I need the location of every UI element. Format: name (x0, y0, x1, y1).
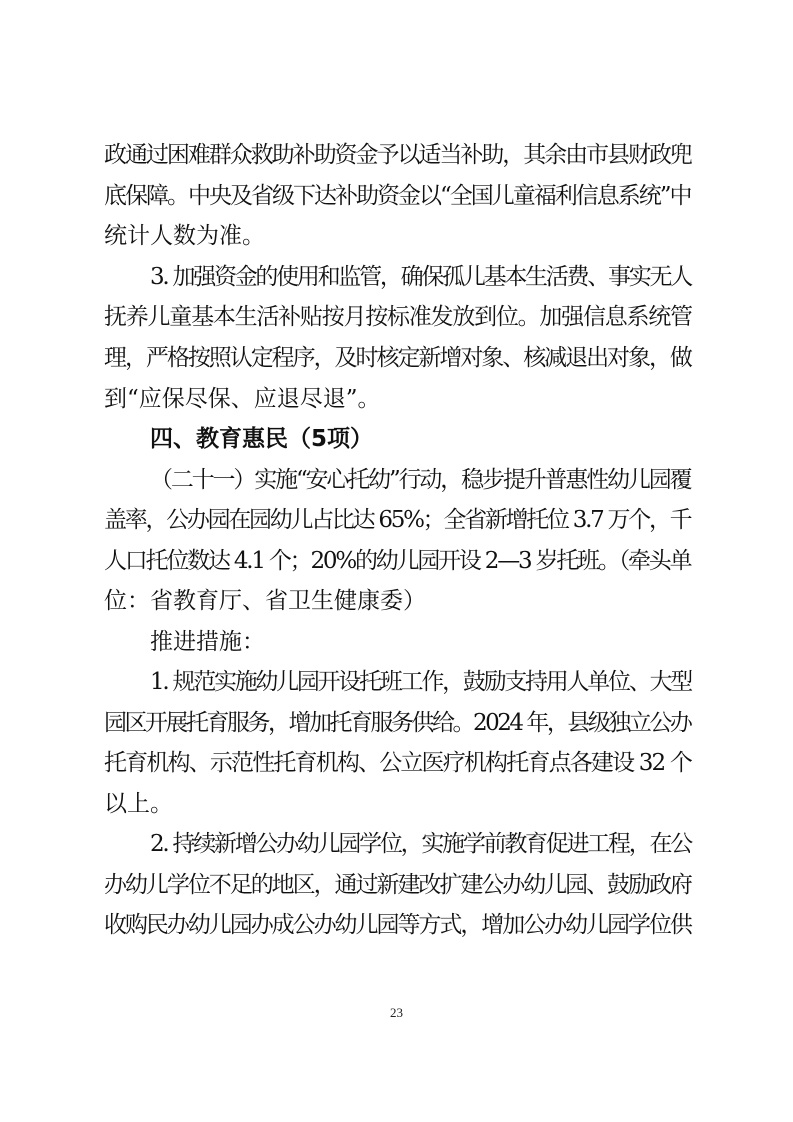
text-line-18: 2. 持续新增公办幼儿园学位，实施学前教育促进工程，在公 (150, 831, 691, 857)
section-heading: 四、教育惠民（5项） (150, 426, 374, 452)
text-line-14: 1. 规范实施幼儿园开设托班工作，鼓励支持用人单位、大型 (150, 669, 691, 695)
text-line-11: 人口托位数达 4.1 个；20%的幼儿园开设 2—3 岁托班。（牵头单 (104, 548, 691, 574)
text-line-5: 抚养儿童基本生活补贴按月按标准发放到位。加强信息系统管 (104, 304, 692, 330)
text-line-3: 统计人数为准。 (104, 223, 265, 249)
text-line-16: 托育机构、示范性托育机构、公立医疗机构托育点各建设 32 个 (104, 750, 691, 776)
text-line-12: 位：省教育厅、省卫生健康委） (104, 588, 426, 614)
text-line-9: （二十一）实施“安心托幼”行动，稳步提升普惠性幼儿园覆 (150, 467, 691, 493)
text-line-13: 推进措施： (150, 629, 265, 655)
text-line-2: 底保障。中央及省级下达补助资金以“全国儿童福利信息系统”中 (104, 183, 691, 209)
text-line-6: 理，严格按照认定程序，及时核定新增对象、核减退出对象，做 (104, 345, 691, 371)
page-number: 23 (390, 1005, 403, 1020)
text-line-1: 政通过困难群众救助补助资金予以适当补助，其余由市县财政兜 (104, 142, 691, 168)
text-line-17: 以上。 (104, 791, 173, 817)
text-line-20: 收购民办幼儿园办成公办幼儿园等方式，增加公办幼儿园学位供 (104, 912, 691, 938)
text-line-10: 盖率，公办园在园幼儿占比达 65%；全省新增托位 3.7 万个，千 (104, 507, 691, 533)
text-line-15: 园区开展托育服务，增加托育服务供给。2024 年，县级独立公办 (104, 710, 691, 736)
text-line-7: 到“应保尽保、应退尽退”。 (104, 386, 381, 412)
text-line-19: 办幼儿学位不足的地区，通过新建改扩建公办幼儿园、鼓励政府 (104, 872, 691, 898)
text-line-4: 3. 加强资金的使用和监管，确保孤儿基本生活费、事实无人 (150, 264, 691, 290)
